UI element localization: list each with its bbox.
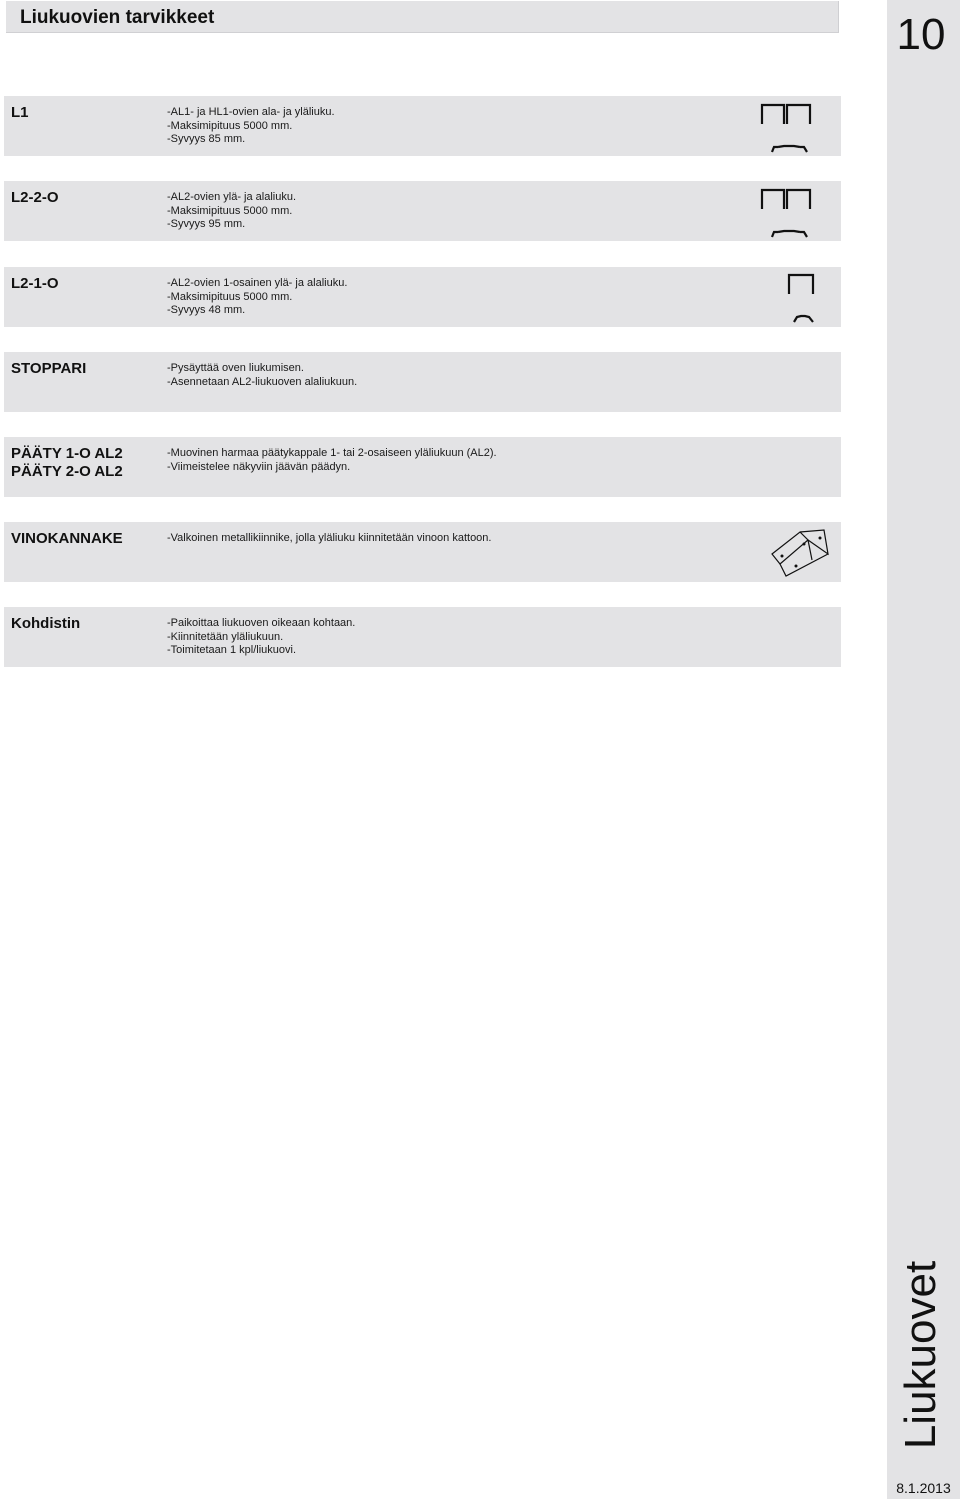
product-name: STOPPARI	[11, 360, 87, 377]
product-name: L1	[11, 104, 29, 121]
product-row-l2-2-o	[4, 181, 841, 241]
description-line: -Asennetaan AL2-liukuoven alaliukuun.	[167, 375, 358, 388]
description-line: -Maksimipituus 5000 mm.	[167, 119, 293, 132]
product-description	[167, 447, 497, 474]
product-row-stoppari	[4, 352, 841, 412]
section-label: Liukuovet	[896, 1260, 945, 1450]
product-description	[167, 191, 296, 232]
description-line: -Maksimipituus 5000 mm.	[167, 290, 293, 303]
title-bar	[6, 1, 839, 33]
product-name: L2-1-O	[11, 275, 59, 292]
product-row-l1	[4, 96, 841, 156]
product-name: VINOKANNAKE	[11, 530, 123, 547]
product-description	[167, 106, 335, 147]
description-line: -Kiinnitetään yläliukuun.	[167, 630, 284, 643]
description-line: -Muovinen harmaa päätykappale 1- tai 2-osaiseen yläliukuun (AL2).	[167, 447, 497, 459]
description-line: -Syvyys 48 mm.	[167, 304, 246, 316]
product-name: L2-2-O	[11, 189, 59, 206]
double-rail-profile-icon	[760, 100, 814, 156]
angled-bracket-icon	[768, 526, 836, 580]
product-row-l2-1-o	[4, 267, 841, 327]
side-strip	[887, 0, 960, 1499]
double-rail-profile-icon	[760, 185, 814, 241]
product-row-kohdistin	[4, 607, 841, 667]
page-title: Liukuovien tarvikkeet	[20, 7, 215, 28]
product-description	[167, 532, 491, 546]
product-name	[11, 445, 123, 481]
product-description	[167, 617, 355, 658]
section-label-wrap	[887, 1240, 955, 1470]
product-description	[167, 277, 347, 318]
description-line: -Syvyys 95 mm.	[167, 218, 246, 230]
product-description	[167, 362, 357, 389]
description-line: -Pysäyttää oven liukumisen.	[167, 362, 304, 374]
single-rail-profile-icon	[786, 270, 818, 326]
description-line: -AL2-ovien 1-osainen ylä- ja alaliuku.	[167, 277, 348, 289]
description-line: -Toimitetaan 1 kpl/liukuovi.	[167, 644, 297, 656]
product-row-vinokannake	[4, 522, 841, 582]
product-row-paaty	[4, 437, 841, 497]
description-line: -Viimeistelee näkyviin jäävän päädyn.	[167, 460, 351, 473]
page-number: 10	[896, 10, 946, 59]
description-line: -Valkoinen metallikiinnike, jolla yläliuku kiinnitetään vinoon kattoon.	[167, 532, 492, 544]
description-line: -Paikoittaa liukuoven oikeaan kohtaan.	[167, 617, 356, 629]
product-name-line: PÄÄTY 1-O AL2	[11, 445, 123, 462]
document-date: 8.1.2013	[896, 1480, 951, 1496]
description-line: -AL1- ja HL1-ovien ala- ja yläliuku.	[167, 106, 335, 118]
product-name-line: PÄÄTY 2-O AL2	[11, 463, 123, 480]
description-line: -AL2-ovien ylä- ja alaliuku.	[167, 191, 297, 203]
description-line: -Syvyys 85 mm.	[167, 133, 246, 145]
description-line: -Maksimipituus 5000 mm.	[167, 204, 293, 217]
product-name: Kohdistin	[11, 615, 81, 632]
